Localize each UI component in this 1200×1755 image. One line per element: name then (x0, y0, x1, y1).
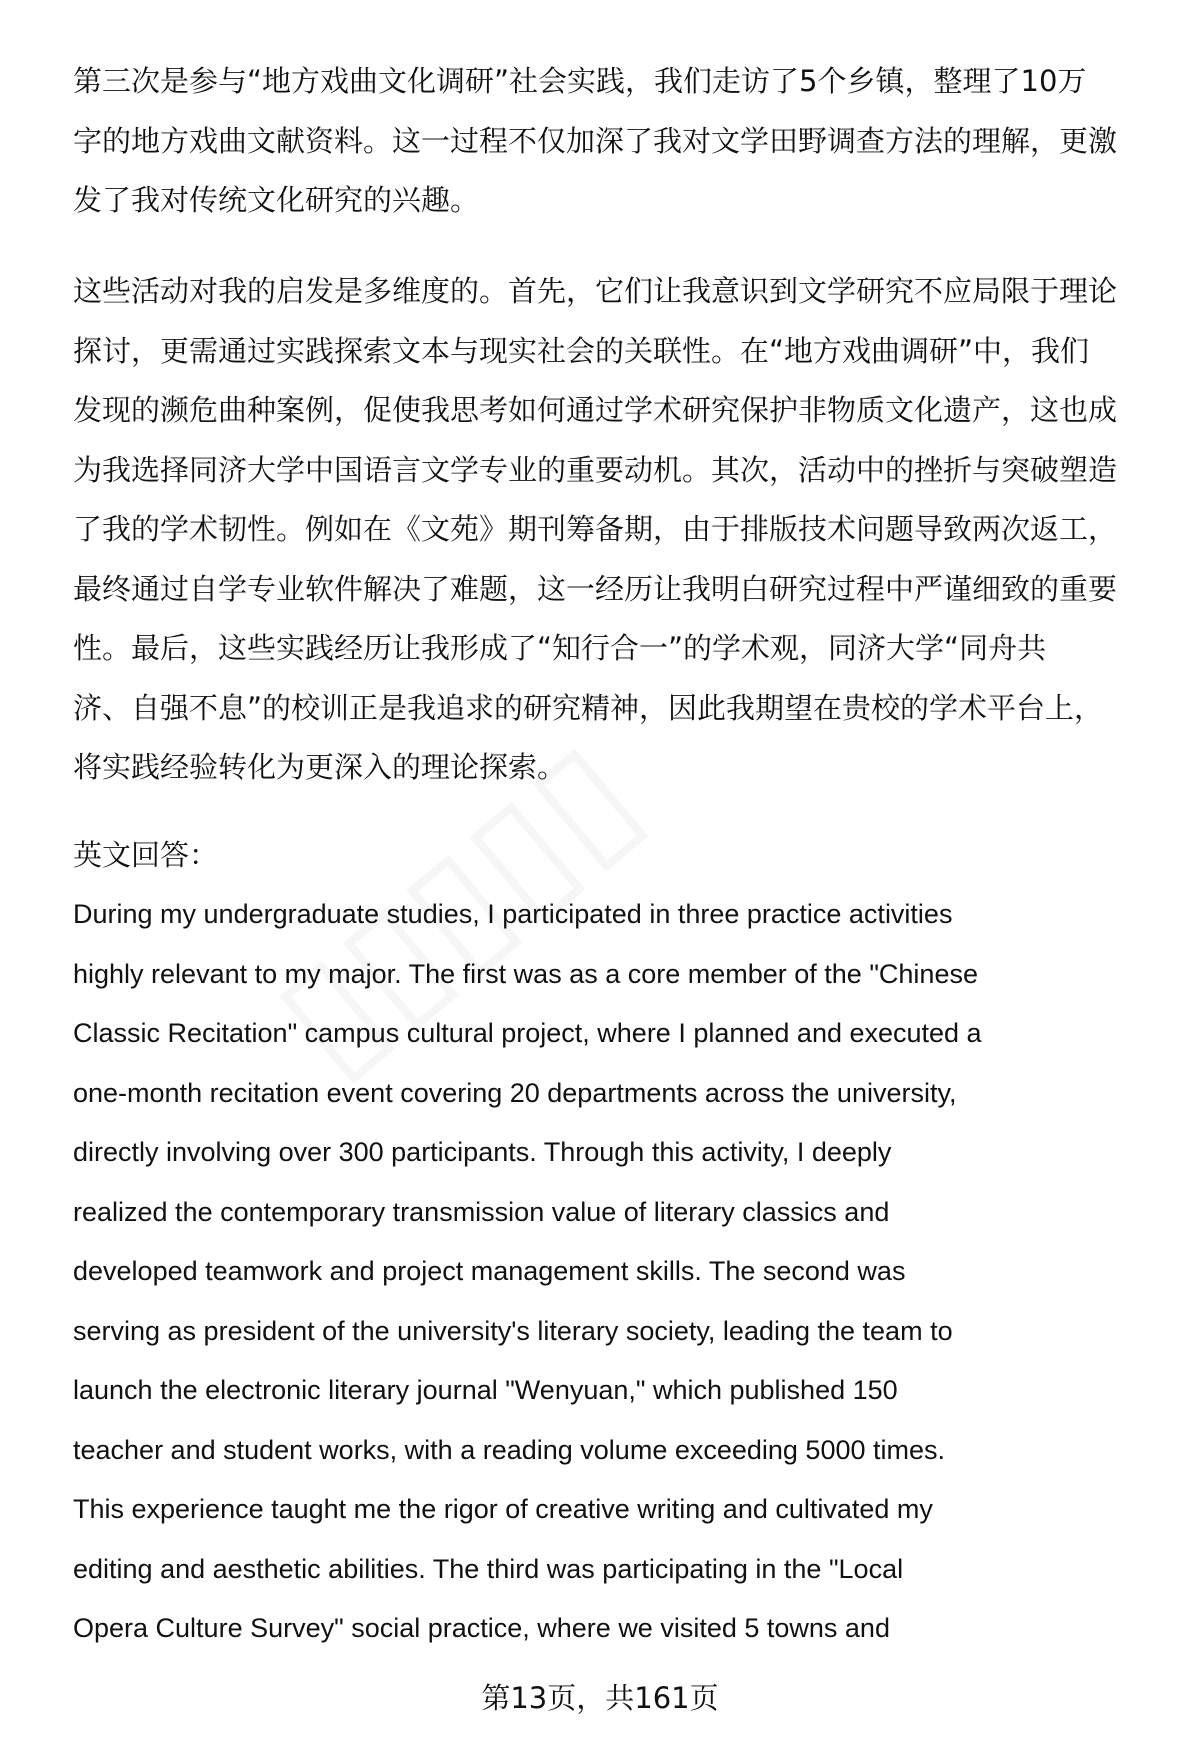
paragraph-line: teacher and student works, with a reading volume exceeding 5000 times. (73, 1434, 946, 1465)
paragraph-line: developed teamwork and project management skills. The second was (73, 1256, 906, 1286)
paragraph-line: During my undergraduate studies, I participated in three practice activities (73, 899, 953, 929)
paragraph-line: highly relevant to my major. The first was as a core member of the "Chinese (73, 958, 978, 989)
paragraph-line: 发了我对传统文化研究的兴趣。 (73, 183, 480, 217)
paragraph-line: launch the electronic literary journal "Wenyuan," which published 150 (73, 1375, 898, 1405)
paragraph-line: 了我的学术韧性。例如在《文苑》期刊筹备期，由于排版技术问题导致两次返工， (73, 512, 1118, 546)
paragraph-line: 最终通过自学专业软件解决了难题，这一经历让我明白研究过程中严谨细致的重要 (73, 571, 1118, 606)
paragraph-line: 性。最后，这些实践经历让我形成了“知行合一”的学术观，同济大学“同舟共 (73, 631, 1047, 665)
paragraph-line: 济、自强不息”的校训正是我追求的研究精神，因此我期望在贵校的学术平台上， (73, 690, 1104, 725)
paragraph-line: 第三次是参与“地方戏曲文化调研”社会实践，我们走访了5个乡镇，整理了10万 (73, 64, 1087, 98)
paragraph-line: Classic Recitation" campus cultural project, where I planned and executed a (73, 1018, 982, 1048)
paragraph-line: 这些活动对我的启发是多维度的。首先，它们让我意识到文学研究不应局限于理论 (73, 274, 1118, 308)
paragraph-line: realized the contemporary transmission value of literary classics and (73, 1196, 890, 1227)
paragraph-line: 发现的濒危曲种案例，促使我思考如何通过学术研究保护非物质文化遗产，这也成 (73, 393, 1118, 427)
paragraph-line: This experience taught me the rigor of creative writing and cultivated my (73, 1494, 933, 1524)
paragraph-line: editing and aesthetic abilities. The third was participating in the "Local (73, 1553, 904, 1584)
section-heading: 英文回答： (73, 838, 219, 872)
paragraph-line: 字的地方戏曲文献资料。这一过程不仅加深了我对文学田野调查方法的理解，更激 (73, 123, 1118, 158)
paragraph-line: Opera Culture Survey" social practice, where we visited 5 towns and (73, 1613, 890, 1643)
paragraph-line: serving as president of the university's literary society, leading the team to (73, 1315, 953, 1346)
paragraph-line: directly involving over 300 participants. Through this activity, I deeply (73, 1137, 892, 1167)
page-number: 第13页，共161页 (481, 1681, 719, 1715)
paragraph-line: one-month recitation event covering 20 departments across the university, (73, 1077, 957, 1108)
paragraph-line: 探讨，更需通过实践探索文本与现实社会的关联性。在“地方戏曲调研”中，我们 (73, 333, 1090, 368)
paragraph-line: 为我选择同济大学中国语言文学专业的重要动机。其次，活动中的挫折与突破塑造 (73, 452, 1118, 487)
paragraph-line: 将实践经验转化为更深入的理论探索。 (73, 750, 567, 784)
